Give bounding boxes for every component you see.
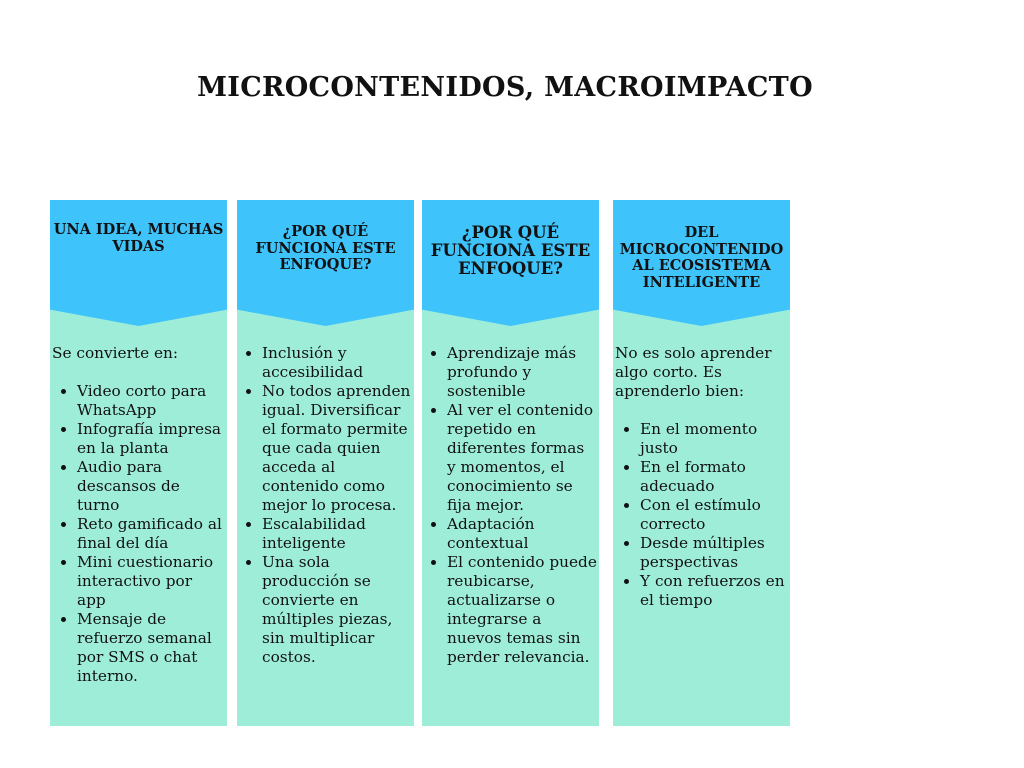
column-heading: UNA IDEA, MUCHAS VIDAS [53, 221, 224, 255]
list-item: • Escalabilidad inteligente [262, 515, 412, 553]
column-una-idea [50, 200, 227, 726]
list-item: • El contenido puede reubicarse, actualizarse o integrarse a nuevos temas sin perder relevancia. [447, 553, 597, 667]
column-content [422, 344, 597, 667]
column-heading: DEL MICROCONTENIDO AL ECOSISTEMA INTELIGENTE [619, 224, 784, 291]
column-intro: No es solo aprender algo corto. Es aprenderlo bien: [615, 344, 772, 400]
list-item: • No todos aprenden igual. Diversificar el formato permite que cada quien acceda al contenido como mejor lo procesa. [262, 382, 412, 515]
list-item: • Y con refuerzos en el tiempo [640, 572, 788, 610]
column-heading: ¿POR QUÉ FUNCIONA ESTE ENFOQUE? [430, 223, 591, 278]
column-content [615, 344, 788, 610]
column-header-arrow [50, 200, 227, 326]
column-heading: ¿POR QUÉ FUNCIONA ESTE ENFOQUE? [255, 223, 396, 273]
list-item: • Mensaje de refuerzo semanal por SMS o chat interno. [77, 610, 225, 686]
bullet-list [422, 344, 597, 667]
list-item: • Mini cuestionario interactivo por app [77, 553, 225, 610]
column-por-que-2 [422, 200, 599, 726]
page-title: MICROCONTENIDOS, MACROIMPACTO [197, 72, 813, 103]
column-ecosistema [613, 200, 790, 726]
column-por-que-1 [237, 200, 414, 726]
list-item: • Desde múltiples perspectivas [640, 534, 788, 572]
list-item: • Reto gamificado al final del día [77, 515, 225, 553]
list-item: • Video corto para WhatsApp [77, 382, 225, 420]
list-item: • Aprendizaje más profundo y sostenible [447, 344, 597, 401]
list-item: • Inclusión y accesibilidad [262, 344, 412, 382]
bullet-list [52, 382, 225, 686]
column-intro: Se convierte en: [52, 344, 179, 362]
column-content [52, 344, 225, 686]
list-item: • Adaptación contextual [447, 515, 597, 553]
list-item: • Al ver el contenido repetido en diferentes formas y momentos, el conocimiento se fija mejor. [447, 401, 597, 515]
bullet-list [615, 420, 788, 610]
list-item: • Con el estímulo correcto [640, 496, 788, 534]
list-item: • En el momento justo [640, 420, 788, 458]
list-item: • En el formato adecuado [640, 458, 788, 496]
list-item: • Una sola producción se convierte en múltiples piezas, sin multiplicar costos. [262, 553, 412, 667]
column-content [237, 344, 412, 667]
list-item: • Audio para descansos de turno [77, 458, 225, 515]
bullet-list [237, 344, 412, 667]
list-item: • Infografía impresa en la planta [77, 420, 225, 458]
